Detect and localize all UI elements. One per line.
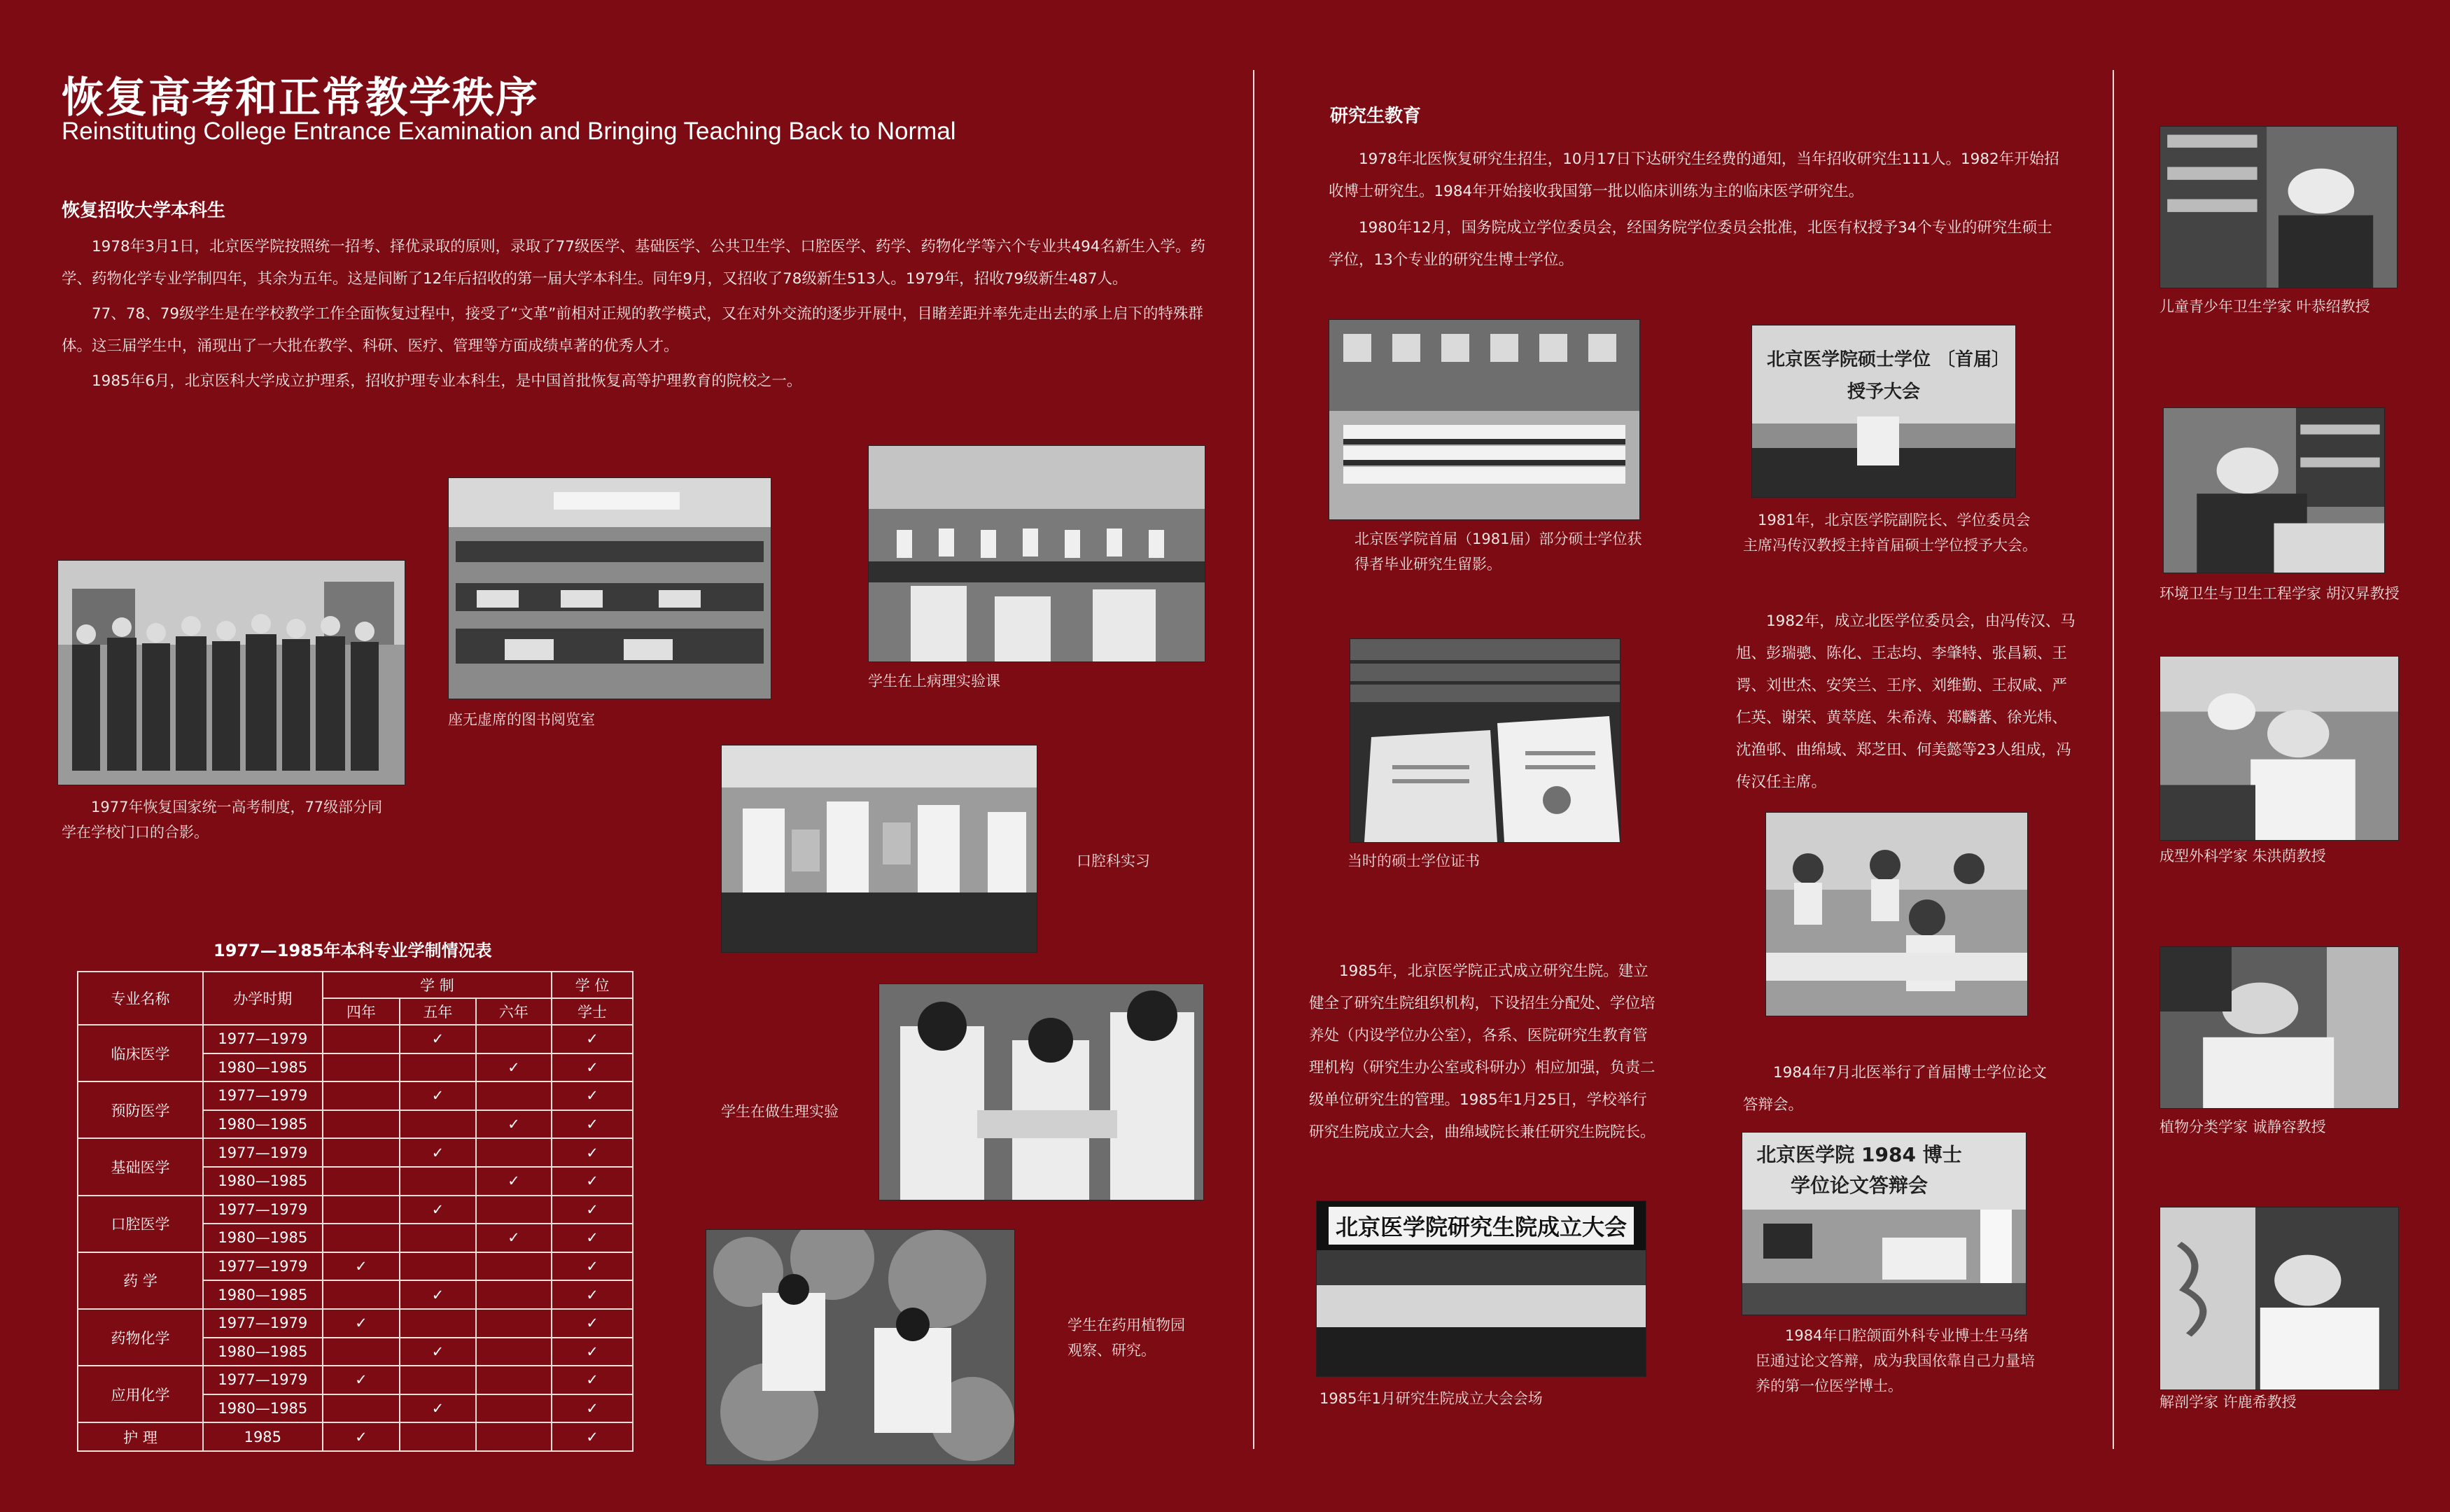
table-cell-period: 1977—1979 [203,1366,323,1394]
table-cell-system-4yr [323,1366,400,1394]
table-cell-system-6yr [476,1394,552,1423]
table-header-major: 专业名称 [78,972,203,1025]
table-cell-bachelor [552,1422,633,1451]
table-cell-system-6yr [476,1338,552,1366]
caption-professor: 成型外科学家 朱洪荫教授 [2160,848,2326,864]
table-cell-period: 1980—1985 [203,1394,323,1423]
table-cell-period: 1977—1979 [203,1309,323,1338]
table-header-period: 办学时期 [203,972,323,1025]
table-row [78,1196,633,1224]
checkmark-icon: ✓ [431,1030,444,1048]
table-cell-system-6yr [476,1138,552,1167]
column-divider [2113,70,2114,1449]
caption-graduate-school-founding: 1985年1月研究生院成立大会会场 [1320,1390,1543,1407]
graduate-body [1329,144,2061,276]
checkmark-icon: ✓ [355,1371,368,1389]
caption-library: 座无虚席的图书阅览室 [448,711,595,728]
table-cell-system-6yr [476,1082,552,1110]
table-cell-system-4yr [323,1082,400,1110]
table-cell-system-4yr [323,1422,400,1451]
photo-thesis-meeting [1765,812,2028,1016]
school-text: 1985年，北京医学院正式成立研究生院。建立健全了研究生院组织机构，下设招生分配处、学位培养处（内设学位办公室），各系、医院研究生教育管理机构（研究生办公室或科研办）相应加强，负责二级单位研究生的管理。1985年1月25日，学校举行研究生院成立大会，曲绵域院长兼任研究生院院长。 [1309,962,1656,1141]
page-title: 恢复高考和正常教学秩序 [62,74,539,122]
page-subtitle-en: Reinstituting College Entrance Examination and Bringing Teaching Back to Normal [62,118,956,145]
table-cell-system-5yr [400,1252,475,1281]
caption-graduate-group: 北京医学院首届（1981届）部分硕士学位获得者毕业研究生留影。 [1354,531,1642,573]
undergrad-body [62,231,1206,398]
photo-professor-zhu [2160,656,2399,841]
doctoral-caption-block [1743,1057,2058,1121]
table-cell-system-5yr [400,1167,475,1196]
table-cell-system-4yr [323,1110,400,1139]
table-cell-period: 1977—1979 [203,1082,323,1110]
checkmark-icon: ✓ [586,1286,598,1303]
table-cell-major: 药 学 [78,1252,203,1309]
table-cell-system-5yr [400,1082,475,1110]
table-cell-system-5yr [400,1110,475,1139]
caption-physiology-experiment: 学生在做生理实验 [721,1103,839,1120]
checkmark-icon: ✓ [586,1258,598,1275]
program-table [77,971,634,1452]
table-cell-period: 1985 [203,1422,323,1451]
table-cell-system-5yr [400,1309,475,1338]
table-title: 1977—1985年本科专业学制情况表 [214,941,492,960]
table-cell-system-5yr [400,1280,475,1309]
table-cell-bachelor [552,1309,633,1338]
checkmark-icon: ✓ [586,1428,598,1446]
checkmark-icon: ✓ [507,1229,520,1247]
table-cell-period: 1980—1985 [203,1167,323,1196]
photo-doctoral-defense [1742,1132,2026,1315]
table-header-system: 学 制 [323,972,552,998]
table-cell-system-6yr [476,1196,552,1224]
table-cell-system-5yr [400,1138,475,1167]
table-cell-bachelor [552,1252,633,1281]
checkmark-icon: ✓ [586,1087,598,1105]
checkmark-icon: ✓ [507,1058,520,1076]
checkmark-icon: ✓ [431,1200,444,1218]
table-cell-period: 1980—1985 [203,1054,323,1082]
table-cell-system-6yr [476,1224,552,1252]
checkmark-icon: ✓ [355,1258,368,1275]
checkmark-icon: ✓ [431,1343,444,1360]
caption-professor: 植物分类学家 诚静容教授 [2160,1119,2326,1135]
undergrad-heading: 恢复招收大学本科生 [62,200,226,221]
checkmark-icon: ✓ [586,1144,598,1161]
table-cell-system-5yr [400,1366,475,1394]
table-cell-bachelor [552,1366,633,1394]
table-cell-system-6yr [476,1309,552,1338]
table-cell-system-5yr [400,1054,475,1082]
checkmark-icon: ✓ [507,1116,520,1133]
table-cell-major: 护 理 [78,1422,203,1451]
checkmark-icon: ✓ [586,1058,598,1076]
table-cell-bachelor [552,1138,633,1167]
table-row [78,1138,633,1167]
ceremony-banner-text: 北京医学院硕士学位 〔首届〕授予大会 [1766,349,2001,402]
checkmark-icon: ✓ [586,1315,598,1332]
table-cell-bachelor [552,1167,633,1196]
checkmark-icon: ✓ [355,1315,368,1332]
caption-plant-garden: 学生在药用植物园观察、研究。 [1068,1317,1185,1359]
photo-professor-ye [2160,126,2398,288]
photo-professor-hu [2163,407,2385,573]
table-cell-period: 1980—1985 [203,1280,323,1309]
committee-text: 1982年，成立北医学位委员会，由冯传汉、马旭、彭瑞骢、陈化、王志均、李肇特、张昌颖、王谔、刘世杰、安笑兰、王序、刘维勤、王叔咸、严仁英、谢荣、黄萃庭、朱希涛、郑麟蕃、徐光炜、沈渔邨、曲绵域、郑芝田、何美懿等23人组成，冯传汉任主席。 [1736,612,2076,791]
table-cell-system-4yr [323,1138,400,1167]
photo-degree-ceremony [1751,325,2016,498]
table-cell-system-6yr [476,1054,552,1082]
table-cell-bachelor [552,1054,633,1082]
caption-professor: 环境卫生与卫生工程学家 胡汉昇教授 [2160,585,2400,602]
table-cell-major: 口腔医学 [78,1196,203,1252]
table-cell-system-5yr [400,1394,475,1423]
table-cell-period: 1980—1985 [203,1224,323,1252]
caption-doctoral-defense-photo: 1984年口腔颌面外科专业博士生马绪臣通过论文答辩，成为我国依靠自己力量培养的第一位医学博士。 [1756,1327,2035,1394]
table-cell-bachelor [552,1280,633,1309]
table-cell-system-6yr [476,1280,552,1309]
table-cell-bachelor [552,1082,633,1110]
checkmark-icon: ✓ [586,1371,598,1389]
graduate-school-banner-text: 北京医学院研究生院成立大会 [1329,1207,1634,1245]
photo-library [448,477,771,699]
caption-doctoral-defense: 1984年7月北医举行了首届博士学位论文答辩会。 [1743,1064,2047,1114]
table-header-bachelor: 学士 [552,998,633,1025]
photo-physiology-experiment [878,983,1204,1200]
table-cell-system-4yr [323,1167,400,1196]
table-header-degree: 学 位 [552,972,633,998]
table-cell-bachelor [552,1110,633,1139]
table-cell-major: 应用化学 [78,1366,203,1422]
caption-professor: 解剖学家 许鹿希教授 [2160,1394,2297,1410]
checkmark-icon: ✓ [586,1172,598,1190]
photo-degree-certificate [1350,638,1620,843]
table-cell-system-4yr [323,1338,400,1366]
table-cell-system-4yr [323,1309,400,1338]
graduate-paragraph: 1980年12月，国务院成立学位委员会，经国务院学位委员会批准，北医有权授予34个专业的研究生硕士学位，13个专业的研究生博士学位。 [1329,219,2052,269]
caption-professor: 儿童青少年卫生学家 叶恭绍教授 [2160,298,2370,315]
table-cell-system-5yr [400,1196,475,1224]
table-row [78,1366,633,1394]
table-cell-bachelor [552,1394,633,1423]
table-cell-system-4yr [323,1025,400,1054]
undergrad-paragraph: 77、78、79级学生是在学校教学工作全面恢复过程中，接受了“文革”前相对正规的教学模式，又在对外交流的逐步开展中，目睹差距并率先走出去的承上启下的特殊群体。这三届学生中，涌现出了一大批在教学、科研、医疗、管理等方面成绩卓著的优秀人才。 [62,305,1203,355]
checkmark-icon: ✓ [586,1200,598,1218]
table-cell-major: 药物化学 [78,1309,203,1366]
table-cell-system-6yr [476,1167,552,1196]
table-header-6yr: 六年 [476,998,552,1025]
table-cell-system-4yr [323,1394,400,1423]
table-cell-system-5yr [400,1025,475,1054]
checkmark-icon: ✓ [586,1116,598,1133]
photo-professor-cheng [2160,946,2399,1109]
table-cell-period: 1977—1979 [203,1196,323,1224]
table-cell-period: 1980—1985 [203,1338,323,1366]
caption-pathology-lab: 学生在上病理实验课 [868,673,1000,690]
checkmark-icon: ✓ [586,1030,598,1048]
table-cell-system-4yr [323,1224,400,1252]
photo-professor-xu [2160,1207,2399,1390]
table-row [78,1082,633,1110]
checkmark-icon: ✓ [431,1144,444,1161]
table-cell-period: 1980—1985 [203,1110,323,1139]
checkmark-icon: ✓ [431,1400,444,1418]
photo-plant-garden [706,1229,1015,1465]
table-cell-major: 临床医学 [78,1025,203,1082]
table-row [78,1252,633,1281]
table-cell-system-6yr [476,1366,552,1394]
checkmark-icon: ✓ [431,1286,444,1303]
table-cell-system-4yr [323,1196,400,1224]
table-cell-system-6yr [476,1110,552,1139]
school-text-block [1309,955,1659,1149]
table-cell-period: 1977—1979 [203,1025,323,1054]
table-cell-system-5yr [400,1422,475,1451]
table-row [78,1025,633,1054]
table-cell-period: 1977—1979 [203,1252,323,1281]
table-cell-system-6yr [476,1422,552,1451]
table-cell-system-6yr [476,1252,552,1281]
caption-degree-certificate: 当时的硕士学位证书 [1348,853,1480,869]
caption-degree-ceremony: 1981年，北京医学院副院长、学位委员会主席冯传汉教授主持首届硕士学位授予大会。 [1743,512,2037,554]
table-cell-bachelor [552,1338,633,1366]
table-cell-major: 基础医学 [78,1138,203,1195]
checkmark-icon: ✓ [431,1087,444,1105]
photo-graduate-group [1329,319,1640,520]
table-cell-system-4yr [323,1280,400,1309]
caption-group-at-gate: 1977年恢复国家统一高考制度，77级部分同学在学校门口的合影。 [62,799,383,841]
table-header-4yr: 四年 [323,998,400,1025]
table-row [78,1309,633,1338]
table-cell-major: 预防医学 [78,1082,203,1138]
graduate-heading: 研究生教育 [1330,106,1422,127]
checkmark-icon: ✓ [586,1229,598,1247]
undergrad-paragraph: 1978年3月1日，北京医学院按照统一招考、择优录取的原则，录取了77级医学、基础医学、公共卫生学、口腔医学、药学、药物化学等六个专业共494名新生入学。药学、药物化学专业学制四年，其余为五年。这是间断了12年后招收的第一届大学本科生。同年9月，又招收了78级新生513人。1979年，招收79级新生487人。 [62,238,1205,288]
table-cell-system-5yr [400,1338,475,1366]
undergrad-paragraph: 1985年6月，北京医科大学成立护理系，招收护理专业本科生，是中国首批恢复高等护理教育的院校之一。 [92,372,802,390]
table-cell-system-5yr [400,1224,475,1252]
table-row [78,1422,633,1451]
graduate-paragraph: 1978年北医恢复研究生招生，10月17日下达研究生经费的通知，当年招收研究生111人。1982年开始招收博士研究生。1984年开始接收我国第一批以临床训练为主的临床医学研究生。 [1329,150,2059,200]
checkmark-icon: ✓ [507,1172,520,1190]
photo-pathology-lab [868,445,1205,662]
table-cell-system-4yr [323,1252,400,1281]
checkmark-icon: ✓ [586,1400,598,1418]
checkmark-icon: ✓ [586,1343,598,1360]
table-cell-bachelor [552,1224,633,1252]
table-header-5yr: 五年 [400,998,475,1025]
table-cell-system-6yr [476,1025,552,1054]
photo-graduate-school-founding [1316,1200,1646,1377]
column-divider [1253,70,1254,1449]
committee-text-block [1736,606,2079,799]
checkmark-icon: ✓ [355,1428,368,1446]
defense-banner-text: 北京医学院 1984 博士学位论文答辩会 [1756,1143,1962,1197]
table-cell-period: 1977—1979 [203,1138,323,1167]
photo-group-at-gate [57,560,405,785]
table-cell-bachelor [552,1196,633,1224]
table-cell-system-4yr [323,1054,400,1082]
photo-dental-practice [721,745,1037,953]
table-cell-bachelor [552,1025,633,1054]
caption-dental-practice: 口腔科实习 [1077,853,1150,869]
